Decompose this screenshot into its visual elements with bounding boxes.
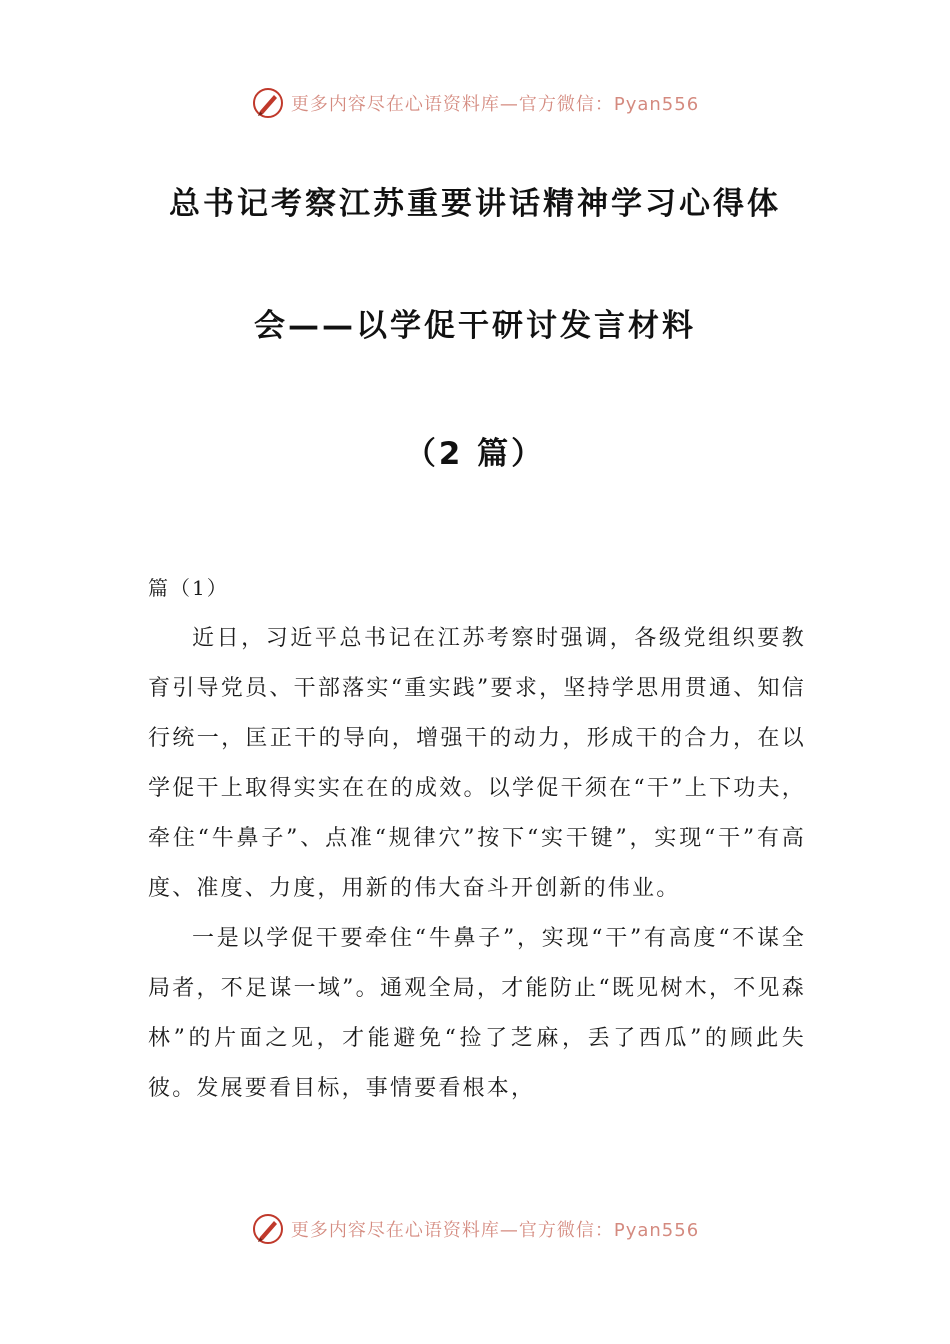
paragraph: 近日，习近平总书记在江苏考察时强调，各级党组织要教育引导党员、干部落实“重实践”要求，坚持学思用贯通、知信行统一，匡正干的导向，增强干的动力，形成干的合力，在以学促干上取得实实在在的成效。以学促干须在“干”上下功夫，牵住“牛鼻子”、点准“规律穴”按下“实干键”，实现“干”有高度、准度、力度，用新的伟大奋斗开创新的伟业。 xyxy=(148,626,806,901)
document-title-line-1: 总书记考察江苏重要讲话精神学习心得体 xyxy=(169,186,781,222)
watermark-footer xyxy=(0,1212,950,1246)
watermark-header xyxy=(0,86,950,120)
pen-logo-icon xyxy=(251,86,285,120)
document-title-count: （2 篇） xyxy=(404,436,546,472)
body-text xyxy=(148,614,806,1114)
watermark-text: 更多内容尽在心语资料库—官方微信：Pyan556 xyxy=(290,94,700,115)
section-label: 篇（1） xyxy=(148,576,229,600)
document-title-line-2: 会——以学促干研讨发言材料 xyxy=(254,308,696,344)
paragraph: 一是以学促干要牵住“牛鼻子”，实现“干”有高度“不谋全局者，不足谋一域”。通观全局，才能防止“既见树木，不见森林”的片面之见，才能避免“捡了芝麻，丢了西瓜”的顾此失彼。发展要看目标，事情要看根本， xyxy=(148,926,806,1101)
pen-logo-icon xyxy=(251,1212,285,1246)
watermark-text: 更多内容尽在心语资料库—官方微信：Pyan556 xyxy=(290,1220,700,1241)
